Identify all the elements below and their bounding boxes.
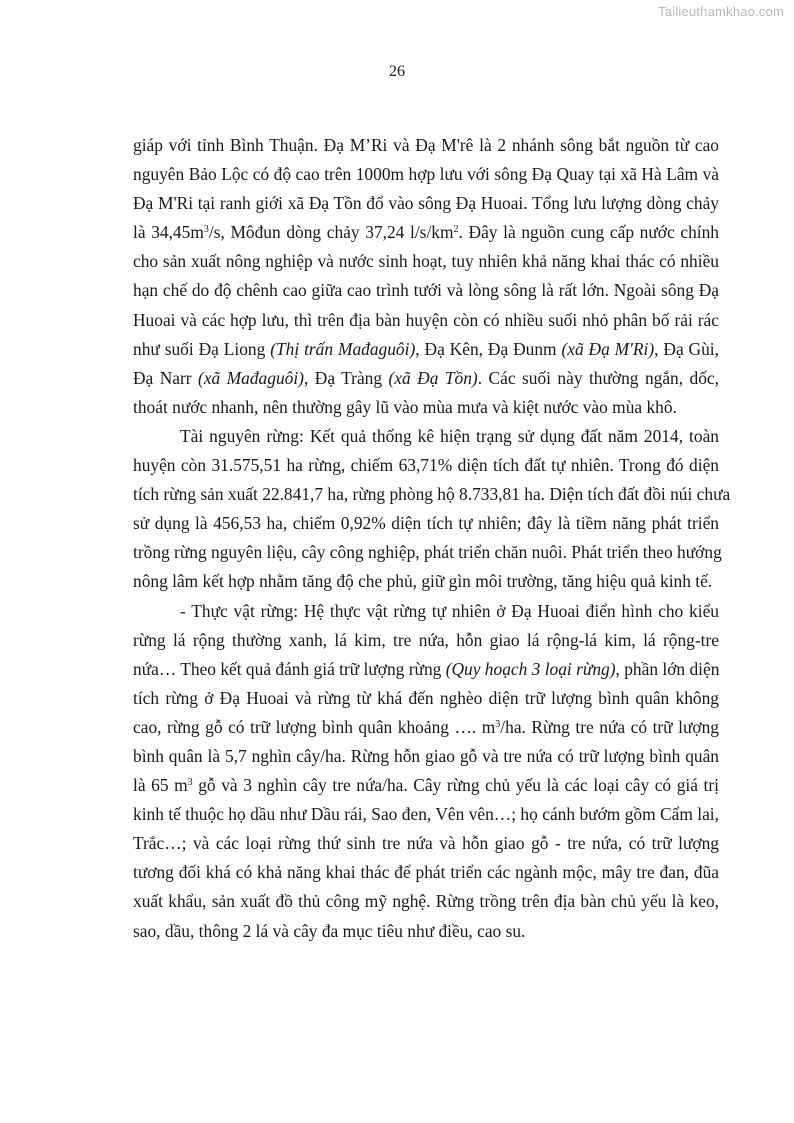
text-run: , Đạ Kên, Đạ Đunm [415,338,562,359]
text-line: thoát nước nhanh, nên thường gây lũ vào mùa mưa và kiệt nước vào mùa khô. [133,396,677,417]
superscript: 3 [203,224,209,236]
text-line: Tài nguyên rừng: Kết quả thống kê hiện trạng sử dụng đất năm 2014, toàn [180,425,719,446]
superscript: 2 [453,224,459,236]
italic-run: (xã Đạ Tồn) [388,367,478,388]
text-run: . Các suối này thường ngắn, dốc, [477,367,719,388]
text-line: kinh tế thuộc họ dầu như Dầu rái, Sao đen, Vên vên…; họ cánh bướm gồm Cẩm lai, [133,804,719,825]
text-line: rừng lá rộng thường xanh, lá kim, tre nứa, hỗn giao lá rộng-lá kim, lá rộng-tre [133,629,719,650]
text-line: Đạ M'Ri tại ranh giới xã Đạ Tồn đổ vào sông Đạ Huoai. Tổng lưu lượng dòng chảy [133,193,719,214]
text-line [133,335,719,364]
text-run: , Đạ Gùi, [654,338,719,359]
text-line: - Thực vật rừng: Hệ thực vật rừng tự nhiên ở Đạ Huoai điển hình cho kiểu [180,600,719,621]
text-line: tương đối khá có khả năng khai thác để phát triển các ngành mộc, mây tre đan, đũa [133,862,719,883]
document-body [133,131,731,946]
text-line: trồng rừng nguyên liệu, cây công nghiệp, phát triển chăn nuôi. Phát triển theo hướng [133,542,722,563]
text-line: cho sản xuất nông nghiệp và nước sinh hoạt, tuy nhiên khả năng khai thác có nhiều [133,251,719,272]
text-line: nguyên Bảo Lộc có độ cao trên 1000m hợp lưu với sông Đạ Quay tại xã Hà Lâm và [133,164,719,185]
paragraph-water-resources [133,131,719,422]
text-run: như suối Đạ Liong [133,338,271,359]
italic-run: (Thị trấn Mađaguôi) [270,338,416,359]
italic-run: (Quy hoạch 3 loại rừng) [445,658,616,679]
text-line: hạn chế do độ chênh cao giữa cao trình tưới và lòng sông là rất lớn. Ngoài sông Đạ [133,280,719,301]
text-line: giáp với tỉnh Bình Thuận. Đạ M’Ri và Đạ M'rê là 2 nhánh sông bắt nguồn từ cao [133,135,719,155]
text-line: huyện còn 31.575,51 ha rừng, chiếm 63,71% diện tích đất tự nhiên. Trong đó diện [133,455,719,476]
text-run: là 34,45m [133,222,204,243]
text-line: tích rừng ở Đạ Huoai và rừng từ khá đến nghèo diện trữ lượng bình quân không [133,687,719,708]
paragraph-forest-flora [133,597,719,946]
text-line: xuất khẩu, sản xuất đồ thủ công mỹ nghệ. Rừng trồng trên địa bàn chủ yếu là keo, [133,891,719,912]
italic-run: (xã Đạ M'Ri) [561,338,655,359]
superscript: 3 [187,777,193,789]
text-line: Huoai và các hợp lưu, thì trên địa bàn huyện còn có nhiều suối nhỏ phân bố rải rác [133,309,719,330]
text-line [133,771,719,800]
text-run: /s, Môđun dòng chảy 37,24 l/s/km [208,222,454,243]
watermark-text: Tailieuthamkhao.com [658,4,784,19]
text-line: sao, dầu, thông 2 lá và cây đa mục tiêu như điều, cao su. [133,920,526,941]
text-line: tích rừng sản xuất 22.841,7 ha, rừng phòng hộ 8.733,81 ha. Diện tích đất đồi núi chưa [133,484,731,505]
text-run: , Đạ Tràng [303,367,389,388]
text-line [133,218,719,247]
text-run: nứa… Theo kết quả đánh giá trữ lượng rừng [133,658,446,679]
text-line: bình quân là 5,7 nghìn cây/ha. Rừng hỗn giao gỗ và tre nứa có trữ lượng bình quân [133,745,719,766]
text-run: Đạ Narr [133,367,199,388]
text-line: sử dụng là 456,53 ha, chiếm 0,92% diện tích tự nhiên; đây là tiềm năng phát triển [133,513,719,534]
superscript: 3 [495,718,501,730]
italic-run: (xã Mađaguôi) [198,367,304,388]
text-run: /ha. Rừng tre nứa có trữ lượng [500,716,719,737]
text-run: là 65 m [133,775,188,796]
text-run: , phần lớn diện [615,658,720,679]
text-line [133,364,719,393]
paragraph-forest-resources [133,422,731,597]
text-line: nông lâm kết hợp nhằm tăng độ che phủ, giữ gìn môi trường, tăng hiệu quả kinh tế. [133,571,713,592]
text-line [133,655,719,684]
text-line: Trắc…; và các loại rừng thứ sinh tre nứa và hỗn giao gỗ - tre nứa, có trữ lượng [133,833,719,854]
text-run: cao, rừng gỗ có trữ lượng bình quân khoảng …. m [133,716,496,737]
text-run: . Đây là nguồn cung cấp nước chính [458,222,719,243]
text-line [133,713,719,742]
text-run: gỗ và 3 nghìn cây tre nứa/ha. Cây rừng chủ yếu là các loại cây có giá trị [192,775,719,796]
page-number: 26 [389,63,405,80]
